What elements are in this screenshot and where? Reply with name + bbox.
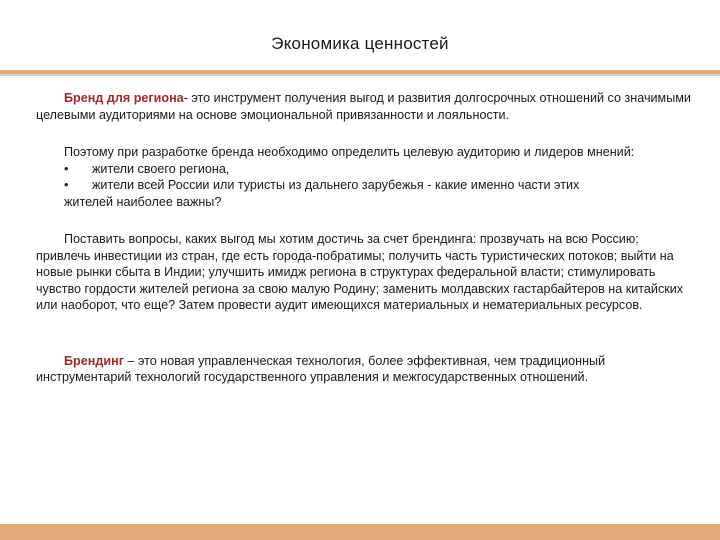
slide-body (36, 90, 696, 386)
list-item: • жители всей России или туристы из дальнего зарубежья - какие именно части этих (64, 178, 580, 192)
paragraph-brand-definition (36, 90, 696, 123)
audience-list (36, 161, 696, 194)
branding-definition-text: – это новая управленческая технология, более эффективная, чем традиционный инструментарий технологий государственного управления и межгосударственных отношений. (36, 353, 606, 384)
term-branding: Брендинг (64, 353, 124, 368)
title-bar (0, 0, 720, 74)
list-item: • жители своего региона, (64, 161, 230, 176)
term-brand-for-region: Бренд для региона (64, 91, 184, 105)
brand-definition-text: - это инструмент получения выгод и развития долгосрочных отношений со значимыми целевыми аудиториями на основе эмоциональной привязанности и лояльности. (36, 91, 691, 122)
paragraph-branding-goals: Поставить вопросы, каких выгод мы хотим достичь за счет брендинга: прозвучать на всю Россию; привлечь инвестиции из стран, где есть города-побратимы; получить часть туристических потоков; выйти на новые рынки сбыта в Индии; улучшить имидж региона в структурах федеральной власти; стимулировать чувство гордости жителей региона за свою малую Родину; заменить молдавских гастарбайтеров на китайских или наоборот, что еще? Затем провести аудит имеющихся материальных и нематериальных ресурсов. (36, 232, 684, 312)
paragraph-audience-intro: Поэтому при разработке бренда необходимо определить целевую аудиторию и лидеров мнений: (64, 145, 635, 159)
bullet-icon: • (64, 178, 69, 192)
paragraph-branding-definition (36, 353, 696, 386)
footer-accent-bar (0, 524, 720, 540)
audience-list-continuation: жителей наиболее важны? (64, 194, 222, 209)
page-title: Экономика ценностей (271, 34, 449, 53)
title-underline-shadow (0, 74, 720, 76)
bullet-icon: • (64, 161, 69, 176)
